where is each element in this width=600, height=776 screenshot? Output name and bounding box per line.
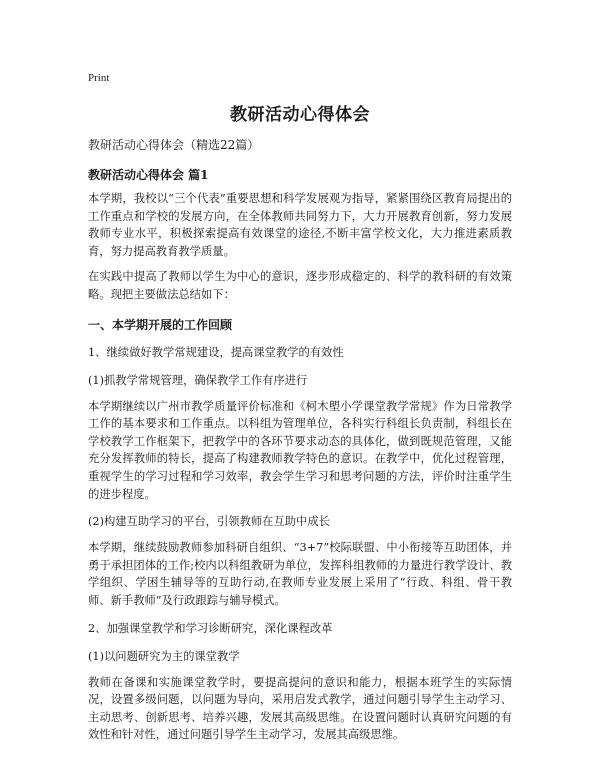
- item-heading: 2、加强课堂教学和学习诊断研究，深化课程改革: [88, 621, 333, 635]
- sub-item-heading: (2)构建互助学习的平台，引领教师在互助中成长: [88, 515, 330, 529]
- part-heading: 一、本学期开展的工作回顾: [88, 317, 233, 332]
- document-subtitle: 教研活动心得体会（精选22篇）: [88, 138, 260, 152]
- item-heading: 1、继续做好教学常规建设，提高课堂教学的有效性: [88, 345, 344, 359]
- body-paragraph: 本学期继续以广州市教学质量评价标准和《柯木塱小学课堂教学常规》作为日常教学工作的基本要求和工作重点。以科组为管理单位，各科实行科组长负责制，科组长在学校教学工作框架下，把教学中的各环节要求动态的具体化，做到既规范管理，又能充分发挥教师的特长，提高了构建教师教学特色的意识。在教学中，优化过程管理，重视学生的学习过程和学习效率，教会学生学习和思考问题的方法，评价时注重学生的进步程度。: [88, 399, 512, 501]
- sub-item-heading: (1)以问题研究为主的课堂教学: [88, 649, 240, 663]
- intro-paragraph-1: 本学期，我校以“三个代表”重要思想和科学发展观为指导，紧紧围绕区教育局提出的工作重点和学校的发展方向，在全体教师共同努力下，大力开展教育创新，努力发展教师专业水平，积极探索提高有效课堂的途径,不断丰富学校文化，大力推进素质教育，努力提高教育教学质量。: [88, 192, 512, 258]
- intro-paragraph-2: 在实践中提高了教师以学生为中心的意识，逐步形成稳定的、科学的教科研的有效策略。现把主要做法总结如下：: [88, 270, 512, 301]
- body-paragraph: 本学期，继续鼓励教师参加科研自组织、“3+7”校际联盟、中小衔接等互助团体，并勇于承担团体的工作;校内以科组教研为单位，发挥科组教师的力量进行教学设计、教学组织、学困生辅导等的互助行动,在教师专业发展上采用了“行政、科组、骨干教师、新手教师”及行政跟踪与辅导模式。: [88, 541, 512, 607]
- section-heading: 教研活动心得体会 篇1: [88, 168, 209, 182]
- print-link[interactable]: Print: [88, 72, 110, 84]
- body-paragraph: 教师在备课和实施课堂教学时，要提高提问的意识和能力，根据本班学生的实际情况，设置多级问题，以问题为导向，采用启发式教学，通过问题引导学生主动学习、主动思考、创新思考、培养兴趣，发展其高级思维。在设置问题时认真研究问题的有效性和针对性，通过问题引导学生主动学习，发展其高级思维。: [88, 675, 512, 742]
- sub-item-heading: (1)抓教学常规管理，确保教学工作有序进行: [88, 373, 308, 387]
- document-title: 教研活动心得体会: [230, 105, 370, 125]
